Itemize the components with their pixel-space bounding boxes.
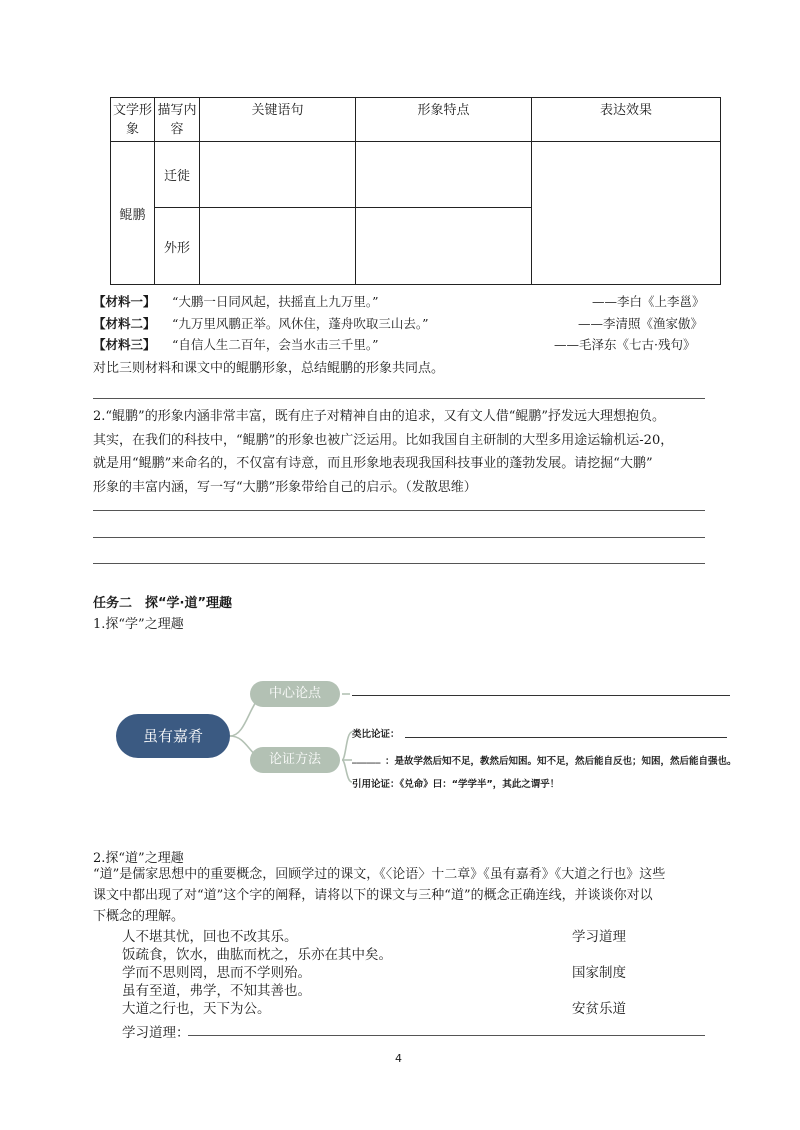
mindmap-node-methods: 论证方法 bbox=[250, 747, 340, 773]
analysis-table bbox=[110, 97, 721, 285]
intro-line-1: “道”是儒家思想中的重要概念，回顾学过的课文，《〈论语〉十二章》《虽有嘉肴》《大道之行也》这些 bbox=[93, 867, 666, 882]
trait-cell-1[interactable] bbox=[356, 142, 532, 208]
question-2-text bbox=[93, 405, 713, 499]
intro-line-3: 下概念的理解。 bbox=[93, 909, 185, 924]
material-2-quote: “九万里风鹏正举。风休住，蓬舟吹取三山去。” bbox=[172, 316, 429, 331]
row-label-appearance: 外形 bbox=[155, 208, 200, 285]
leaf-reasoning-text: ：是故学然后知不足，教然后知困。知不足，然后能自反也；知困，然后能自强也。 bbox=[385, 756, 737, 767]
analogy-answer-line[interactable] bbox=[405, 737, 727, 738]
answer-line-q2-1[interactable] bbox=[93, 510, 705, 511]
leaf-citation-text: 引用论证：《兑命》曰：“学学半”，其此之谓乎！ bbox=[352, 779, 560, 790]
question-1-prompt: 对比三则材料和课文中的鲲鹏形象，总结鲲鹏的形象共同点。 bbox=[93, 361, 445, 376]
thesis-answer-line[interactable] bbox=[352, 695, 730, 696]
key-sentence-cell-2[interactable] bbox=[200, 208, 356, 285]
material-3-quote: “自信人生二百年，会当水击三千里。” bbox=[172, 337, 379, 352]
task2-title: 任务二 探“学·道”理趣 bbox=[93, 596, 233, 611]
material-2-label: 【材料二】 bbox=[93, 316, 156, 331]
material-1-label: 【材料一】 bbox=[93, 294, 156, 309]
subject-cell: 鲲鹏 bbox=[111, 142, 155, 285]
quote-3[interactable]: 学而不思则罔，思而不学则殆。 bbox=[122, 965, 311, 981]
task2-intro bbox=[93, 864, 713, 927]
material-2-source: ——李清照《渔家傲》 bbox=[578, 316, 704, 331]
quote-1[interactable]: 人不堪其忧，回也不改其乐。 bbox=[122, 929, 298, 945]
effect-cell[interactable] bbox=[532, 142, 721, 285]
concept-contentment[interactable]: 安贫乐道 bbox=[572, 1001, 626, 1017]
material-1-quote: “大鹏一日同风起，扶摇直上九万里。” bbox=[172, 294, 379, 309]
header-literary-image: 文学形象 bbox=[111, 98, 155, 142]
mindmap-node-thesis: 中心论点 bbox=[250, 681, 340, 707]
q2-line-3: 就是用“鲲鹏”来命名的，不仅富有诗意，而且形象地表现我国科技事业的蓬勃发展。请挖掘“大鹏” bbox=[93, 456, 653, 471]
q2-line-1: 2.“鲲鹏”的形象内涵非常丰富，既有庄子对精神自由的追求，又有文人借“鲲鹏”抒发远大理想抱负。 bbox=[93, 409, 665, 424]
answer-line-q2-3[interactable] bbox=[93, 563, 705, 564]
quote-2[interactable]: 饭疏食，饮水，曲肱而枕之，乐亦在其中矣。 bbox=[122, 947, 392, 963]
mindmap-center-node: 虽有嘉肴 bbox=[116, 714, 230, 758]
answer-line-q2-2[interactable] bbox=[93, 537, 705, 538]
header-key-sentence: 关键语句 bbox=[200, 98, 356, 142]
task2-sub2: 2.探“道”之理趣 bbox=[93, 851, 184, 866]
row-label-migration: 迁徙 bbox=[155, 142, 200, 208]
page-number: 4 bbox=[395, 1052, 402, 1065]
q2-line-2: 其实，在我们的科技中，“鲲鹏”的形象也被广泛运用。比如我国自主研制的大型多用途运输机运-20， bbox=[93, 432, 674, 448]
concept-state[interactable]: 国家制度 bbox=[572, 965, 626, 981]
leaf-blank[interactable]: ______ bbox=[352, 753, 381, 764]
concept-study[interactable]: 学习道理 bbox=[572, 929, 626, 945]
material-3-label: 【材料三】 bbox=[93, 337, 156, 352]
quote-5[interactable]: 大道之行也，天下为公。 bbox=[122, 1001, 271, 1017]
header-description: 描写内容 bbox=[155, 98, 200, 142]
quote-4[interactable]: 虽有至道，弗学，不知其善也。 bbox=[122, 983, 311, 999]
material-3-source: ——毛泽东《七古·残句》 bbox=[554, 337, 696, 352]
key-sentence-cell-1[interactable] bbox=[200, 142, 356, 208]
trait-cell-2[interactable] bbox=[356, 208, 532, 285]
answer-label: 学习道理： bbox=[122, 1025, 190, 1041]
task2-sub1: 1.探“学”之理趣 bbox=[93, 617, 184, 632]
material-1-source: ——李白《上李邕》 bbox=[592, 294, 705, 309]
header-expression-effect: 表达效果 bbox=[532, 98, 721, 142]
q2-line-4: 形象的丰富内涵，写一写“大鹏”形象带给自己的启示。（发散思维） bbox=[93, 479, 477, 495]
intro-line-2: 课文中都出现了对“道”这个字的阐释，请将以下的课文与三种“道”的概念正确连线，并谈谈你对以 bbox=[93, 888, 653, 903]
header-image-trait: 形象特点 bbox=[356, 98, 532, 142]
leaf-analogy-label: 类比论证： bbox=[352, 729, 400, 740]
answer-line-q1[interactable] bbox=[93, 398, 705, 399]
answer-line-concept[interactable] bbox=[188, 1035, 705, 1036]
